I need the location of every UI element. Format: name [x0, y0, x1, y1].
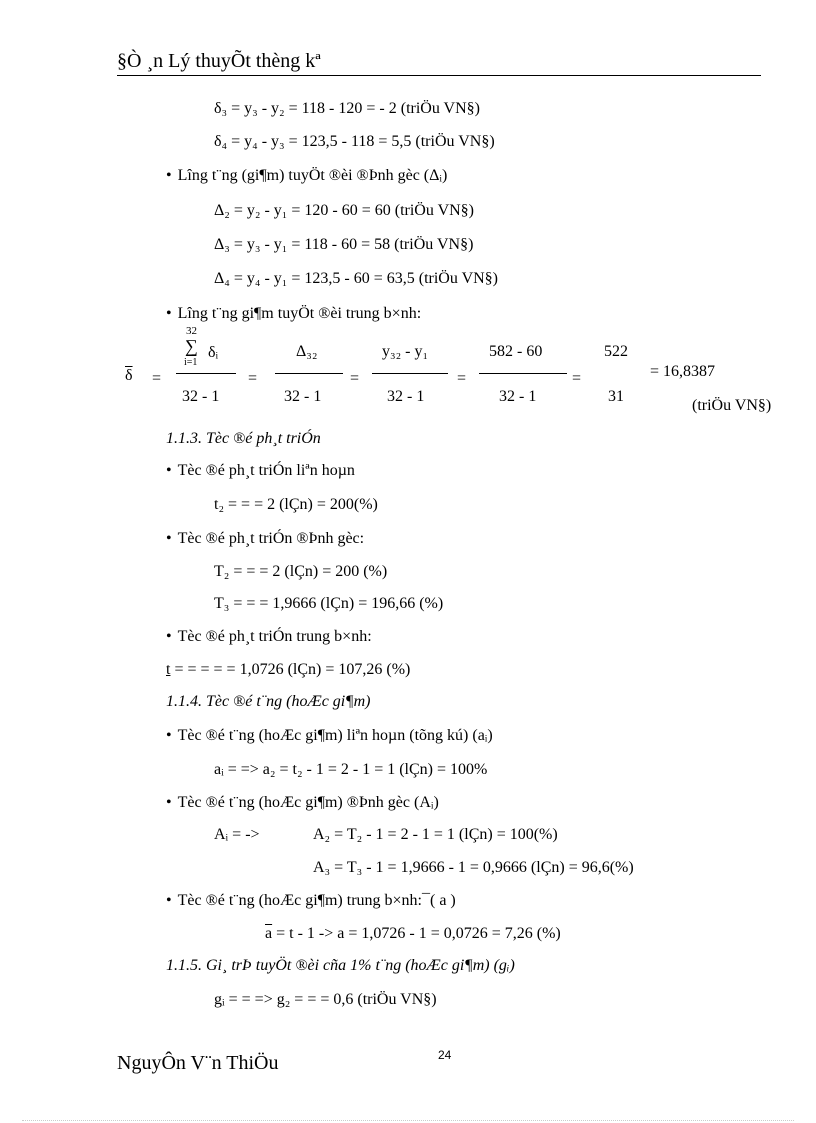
- section-1-1-3: 1.1.3. Tèc ®é ph¸t triÓn: [166, 430, 321, 447]
- eq-gi: gᵢ = = => g₂ = = = 0,6 (triÖu VN§): [214, 991, 437, 1008]
- eq-A3: A₃ = T₃ - 1 = 1,9666 - 1 = 0,9666 (lÇn) = 96,6(%): [313, 859, 634, 876]
- page-header: §Ò ¸n Lý thuyÕt thèng kª: [117, 50, 321, 72]
- numerator-5: 522: [604, 343, 628, 360]
- sum-upper-limit: 32: [186, 325, 197, 337]
- bullet-chain-growth: • Tèc ®é t¨ng (hoÆc gi¶m) liªn hoµn (tõng kú) (aᵢ): [166, 727, 493, 745]
- eq-Delta-2: Δ₂ = y₂ - y₁ = 120 - 60 = 60 (triÖu VN§): [214, 202, 474, 219]
- page-number: 24: [438, 1048, 452, 1062]
- eq-sign: =: [152, 370, 162, 387]
- fraction-bar-2: [275, 373, 343, 374]
- section-1-1-5: 1.1.5. Gi¸ trÞ tuyÖt ®èi cña 1% t¨ng (hoÆc gi¶m) (gᵢ): [166, 957, 515, 974]
- eq-t2: t₂ = = = 2 (lÇn) = 200(%): [214, 496, 378, 513]
- numerator-3: y₃₂ - y₁: [382, 343, 429, 360]
- bullet-chain-index: • Tèc ®é ph¸t triÓn liªn hoµn: [166, 462, 355, 480]
- eq-delta-3: δ₃ = y₃ - y₂ = 118 - 120 = - 2 (triÖu VN§): [214, 100, 480, 117]
- eq-a-bar: $\overline{a} = t - 1 -> a = 1,0726 - 1 = 0,0726 = 7,26$ (%): [265, 925, 561, 942]
- eq-Delta-3: Δ₃ = y₃ - y₁ = 118 - 60 = 58 (triÖu VN§): [214, 236, 474, 253]
- average-unit: (triÖu VN§): [692, 397, 772, 414]
- footer-author: NguyÔn V¨n ThiÖu: [117, 1052, 279, 1074]
- eq-T3: T₃ = = = 1,9666 (lÇn) = 196,66 (%): [214, 595, 444, 612]
- denominator-5: 31: [608, 388, 624, 405]
- page-bottom-border: [22, 1120, 794, 1121]
- eq-t-bar: t = = = = = 1,0726 (lÇn) = 107,26 (%): [166, 661, 411, 678]
- eq-A2: A₂ = T₂ - 1 = 2 - 1 = 1 (lÇn) = 100(%): [313, 826, 558, 843]
- eq-Delta-4: Δ₄ = y₄ - y₁ = 123,5 - 60 = 63,5 (triÖu VN§): [214, 270, 498, 287]
- a-bar-symbol: $\overline{a}$: [265, 925, 273, 942]
- denominator-1: 32 - 1: [182, 388, 220, 405]
- numerator-4: 582 - 60: [489, 343, 543, 360]
- delta-i: δᵢ: [208, 344, 219, 361]
- fraction-bar-3: [372, 373, 448, 374]
- numerator-2: Δ₃₂: [296, 343, 318, 360]
- fraction-bar-1: [176, 373, 236, 374]
- bullet-average-change: • Lîng t¨ng gi¶m tuyÖt ®èi trung b×nh:: [166, 305, 421, 323]
- bullet-base-growth: • Tèc ®é t¨ng (hoÆc gi¶m) ®Þnh gèc (Aᵢ): [166, 794, 439, 812]
- denominator-2: 32 - 1: [284, 388, 322, 405]
- eq-sign: =: [248, 370, 258, 387]
- eq-Ai: Aᵢ = ->: [214, 826, 260, 843]
- eq-sign: =: [572, 370, 582, 387]
- sum-lower-limit: i=1: [184, 357, 198, 368]
- bullet-mean-growth: • Tèc ®é t¨ng (hoÆc gi¶m) trung b×nh:¯( a ): [166, 892, 456, 910]
- eq-T2: T₂ = = = 2 (lÇn) = 200 (%): [214, 563, 388, 580]
- header-rule: [117, 75, 761, 76]
- sum-symbol: ∑: [185, 336, 198, 356]
- eq-sign: =: [457, 370, 467, 387]
- eq-delta-4: δ₄ = y₄ - y₃ = 123,5 - 118 = 5,5 (triÖu VN§): [214, 133, 495, 150]
- eq-sign: =: [350, 370, 360, 387]
- average-result: = 16,8387: [650, 363, 716, 380]
- fraction-bar-4: [479, 373, 567, 374]
- bullet-fixed-base-change: • Lîng t¨ng (gi¶m) tuyÖt ®èi ®Þnh gèc (Δᵢ): [166, 167, 447, 185]
- denominator-4: 32 - 1: [499, 388, 537, 405]
- bullet-base-index: • Tèc ®é ph¸t triÓn ®Þnh gèc:: [166, 530, 364, 548]
- eq-ai: aᵢ = => a₂ = t₂ - 1 = 2 - 1 = 1 (lÇn) = 100%: [214, 761, 488, 778]
- denominator-3: 32 - 1: [387, 388, 425, 405]
- bullet-mean-index: • Tèc ®é ph¸t triÓn trung b×nh:: [166, 628, 372, 646]
- delta-bar-symbol: $\overline{\delta}$: [125, 367, 133, 384]
- section-1-1-4: 1.1.4. Tèc ®é t¨ng (hoÆc gi¶m): [166, 693, 371, 710]
- t-bar-symbol: t: [166, 661, 171, 678]
